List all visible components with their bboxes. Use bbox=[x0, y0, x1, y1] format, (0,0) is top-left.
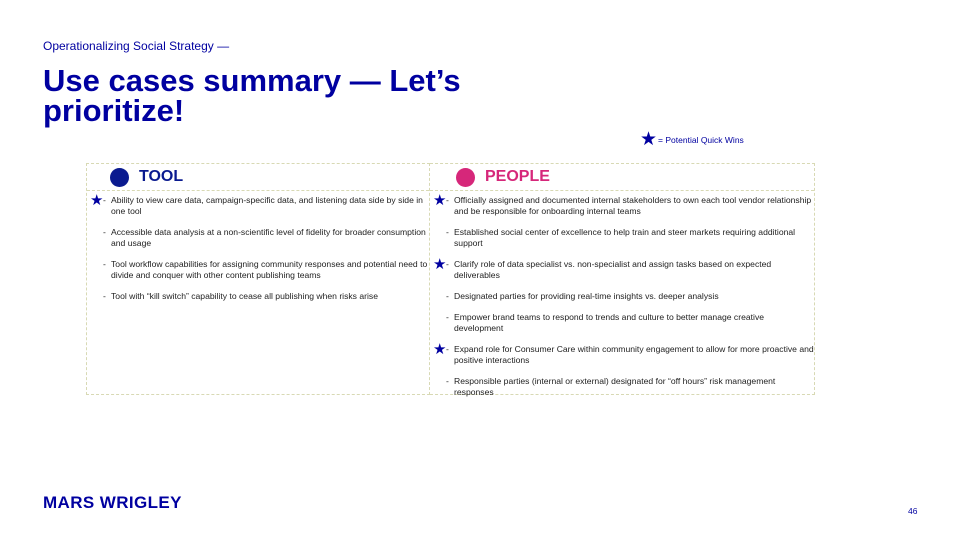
bullet-dash: - bbox=[103, 227, 106, 237]
bullet-dash: - bbox=[446, 195, 449, 205]
bullet-dash: - bbox=[103, 259, 106, 269]
slide-kicker: Operationalizing Social Strategy — bbox=[43, 39, 230, 53]
tool-list-item bbox=[87, 227, 429, 249]
tool-item-text: Tool workflow capabilities for assigning community responses and potential need to divide and conquer with other content publishing teams bbox=[111, 259, 428, 280]
quick-win-star-icon: ★ bbox=[433, 192, 447, 209]
people-item-text: Officially assigned and documented internal stakeholders to own each tool vendor relationship and be responsible for onboarding internal teams bbox=[454, 195, 812, 216]
tool-dot-icon bbox=[110, 168, 129, 187]
people-panel-header bbox=[430, 164, 814, 191]
page-number: 46 bbox=[908, 506, 918, 516]
people-item-text: Expand role for Consumer Care within community engagement to allow for more proactive and positive interactions bbox=[454, 344, 814, 365]
people-list-item bbox=[430, 256, 814, 281]
slide-title: Use cases summary — Let’s prioritize! bbox=[43, 63, 461, 128]
bullet-dash: - bbox=[446, 259, 449, 269]
tool-panel-header bbox=[87, 164, 429, 191]
people-item-text: Responsible parties (internal or external) designated for “off hours” risk management responses bbox=[454, 376, 776, 397]
star-icon: ★ bbox=[640, 129, 658, 150]
tool-list-item bbox=[87, 291, 429, 302]
bullet-dash: - bbox=[103, 195, 106, 205]
people-list-item bbox=[430, 376, 814, 398]
bullet-dash: - bbox=[446, 312, 449, 322]
tool-list-item bbox=[87, 192, 429, 217]
bullet-dash: - bbox=[446, 227, 449, 237]
tool-item-text: Tool with “kill switch” capability to cease all publishing when risks arise bbox=[111, 291, 378, 301]
quick-wins-legend bbox=[640, 129, 744, 150]
people-list-item bbox=[430, 227, 814, 249]
people-item-text: Empower brand teams to respond to trends and culture to better manage creative development bbox=[454, 312, 765, 333]
people-panel bbox=[430, 163, 815, 395]
bullet-dash: - bbox=[446, 291, 449, 301]
quick-win-star-icon: ★ bbox=[433, 256, 447, 273]
people-list-item bbox=[430, 341, 814, 366]
people-dot-icon bbox=[456, 168, 475, 187]
people-list-item bbox=[430, 291, 814, 302]
people-heading: PEOPLE bbox=[485, 168, 550, 185]
tool-panel bbox=[86, 163, 430, 395]
tool-list-item bbox=[87, 259, 429, 281]
people-item-text: Clarify role of data specialist vs. non-specialist and assign tasks based on expected deliverables bbox=[454, 259, 772, 280]
tool-item-text: Accessible data analysis at a non-scientific level of fidelity for broader consumption and usage bbox=[111, 227, 426, 248]
bullet-dash: - bbox=[446, 344, 449, 354]
mars-wrigley-logo: MARS WRIGLEY bbox=[43, 493, 182, 512]
tool-item-list bbox=[87, 191, 429, 302]
people-item-text: Designated parties for providing real-time insights vs. deeper analysis bbox=[454, 291, 719, 301]
people-list-item bbox=[430, 312, 814, 334]
quick-win-star-icon: ★ bbox=[90, 192, 104, 209]
people-item-list bbox=[430, 191, 814, 398]
people-item-text: Established social center of excellence to help train and steer markets requiring additional support bbox=[454, 227, 796, 248]
bullet-dash: - bbox=[446, 376, 449, 386]
people-list-item bbox=[430, 192, 814, 217]
quick-win-star-icon: ★ bbox=[433, 341, 447, 358]
tool-item-text: Ability to view care data, campaign-specific data, and listening data side by side in one tool bbox=[111, 195, 423, 216]
legend-text: = Potential Quick Wins bbox=[658, 135, 744, 145]
tool-heading: TOOL bbox=[139, 168, 184, 185]
bullet-dash: - bbox=[103, 291, 106, 301]
